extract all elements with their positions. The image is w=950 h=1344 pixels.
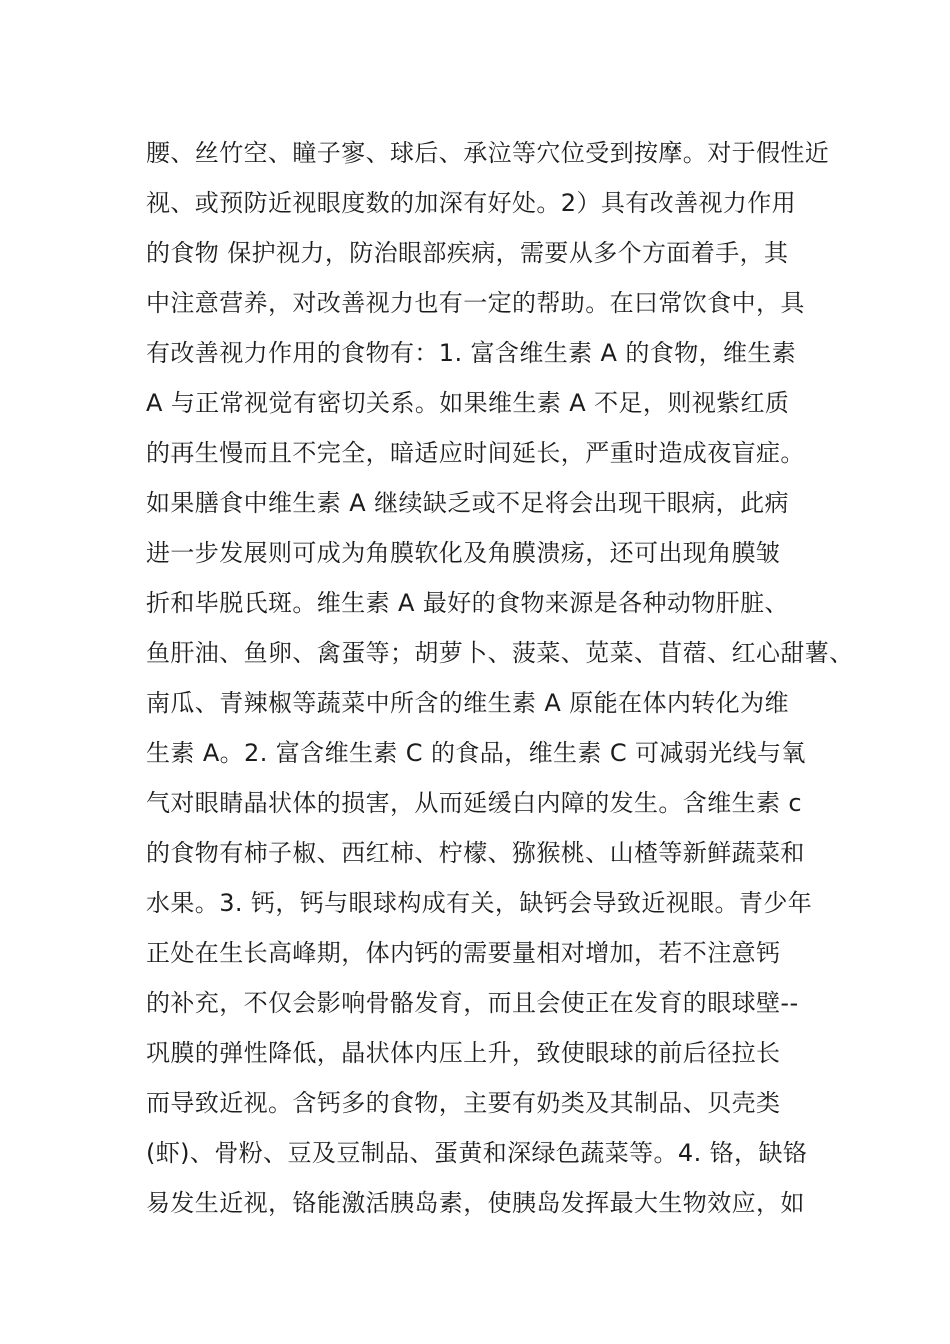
text-line: 巩膜的弹性降低，晶状体内压上升，致使眼球的前后径拉长 xyxy=(146,1039,781,1067)
text-line: 中注意营养，对改善视力也有一定的帮助。在曰常饮食中，具 xyxy=(146,289,805,317)
text-line: 的食物 保护视力，防治眼部疾病，需要从多个方面着手，其 xyxy=(146,239,789,267)
text-line: 腰、丝竹空、瞳子寥、球后、承泣等穴位受到按摩。对于假性近 xyxy=(146,139,830,167)
text-line: 有改善视力作用的食物有：1. 富含维生素 A 的食物，维生素 xyxy=(146,339,797,367)
body-text xyxy=(146,128,854,1228)
text-line: 气对眼睛晶状体的损害，从而延缓白内障的发生。含维生素 c xyxy=(146,789,803,817)
text-line: 易发生近视，铬能激活胰岛素，使胰岛发挥最大生物效应，如 xyxy=(146,1189,805,1217)
text-line: 而导致近视。含钙多的食物，主要有奶类及其制品、贝壳类 xyxy=(146,1089,781,1117)
text-line: 南瓜、青辣椒等蔬菜中所含的维生素 A 原能在体内转化为维 xyxy=(146,689,789,717)
text-line: (虾)、骨粉、豆及豆制品、蛋黄和深绿色蔬菜等。4. 铬，缺铬 xyxy=(146,1139,808,1167)
text-line: A 与正常视觉有密切关系。如果维生素 A 不足，则视紫红质 xyxy=(146,389,790,417)
text-line: 鱼肝油、鱼卵、禽蛋等；胡萝卜、菠菜、苋菜、苜蓿、红心甜薯、 xyxy=(146,639,854,667)
text-line: 的补充，不仅会影响骨骼发育，而且会使正在发育的眼球壁-- xyxy=(146,989,799,1017)
text-line: 如果膳食中维生素 A 继续缺乏或不足将会出现干眼病，此病 xyxy=(146,489,789,517)
text-line: 正处在生长高峰期，体内钙的需要量相对增加，若不注意钙 xyxy=(146,939,781,967)
text-line: 折和毕脱氏斑。维生素 A 最好的食物来源是各种动物肝脏、 xyxy=(146,589,789,617)
text-line: 生素 A。2. 富含维生素 C 的食品，维生素 C 可减弱光线与氧 xyxy=(146,739,806,767)
text-line: 的食物有柿子椒、西红柿、柠檬、猕猴桃、山楂等新鲜蔬菜和 xyxy=(146,839,805,867)
text-line: 水果。3. 钙，钙与眼球构成有关，缺钙会导致近视眼。青少年 xyxy=(146,889,813,917)
text-line: 进一步发展则可成为角膜软化及角膜溃疡，还可出现角膜皱 xyxy=(146,539,781,567)
text-line: 视、或预防近视眼度数的加深有好处。2）具有改善视力作用 xyxy=(146,189,797,217)
text-line: 的再生慢而且不完全，暗适应时间延长，严重时造成夜盲症。 xyxy=(146,439,805,467)
